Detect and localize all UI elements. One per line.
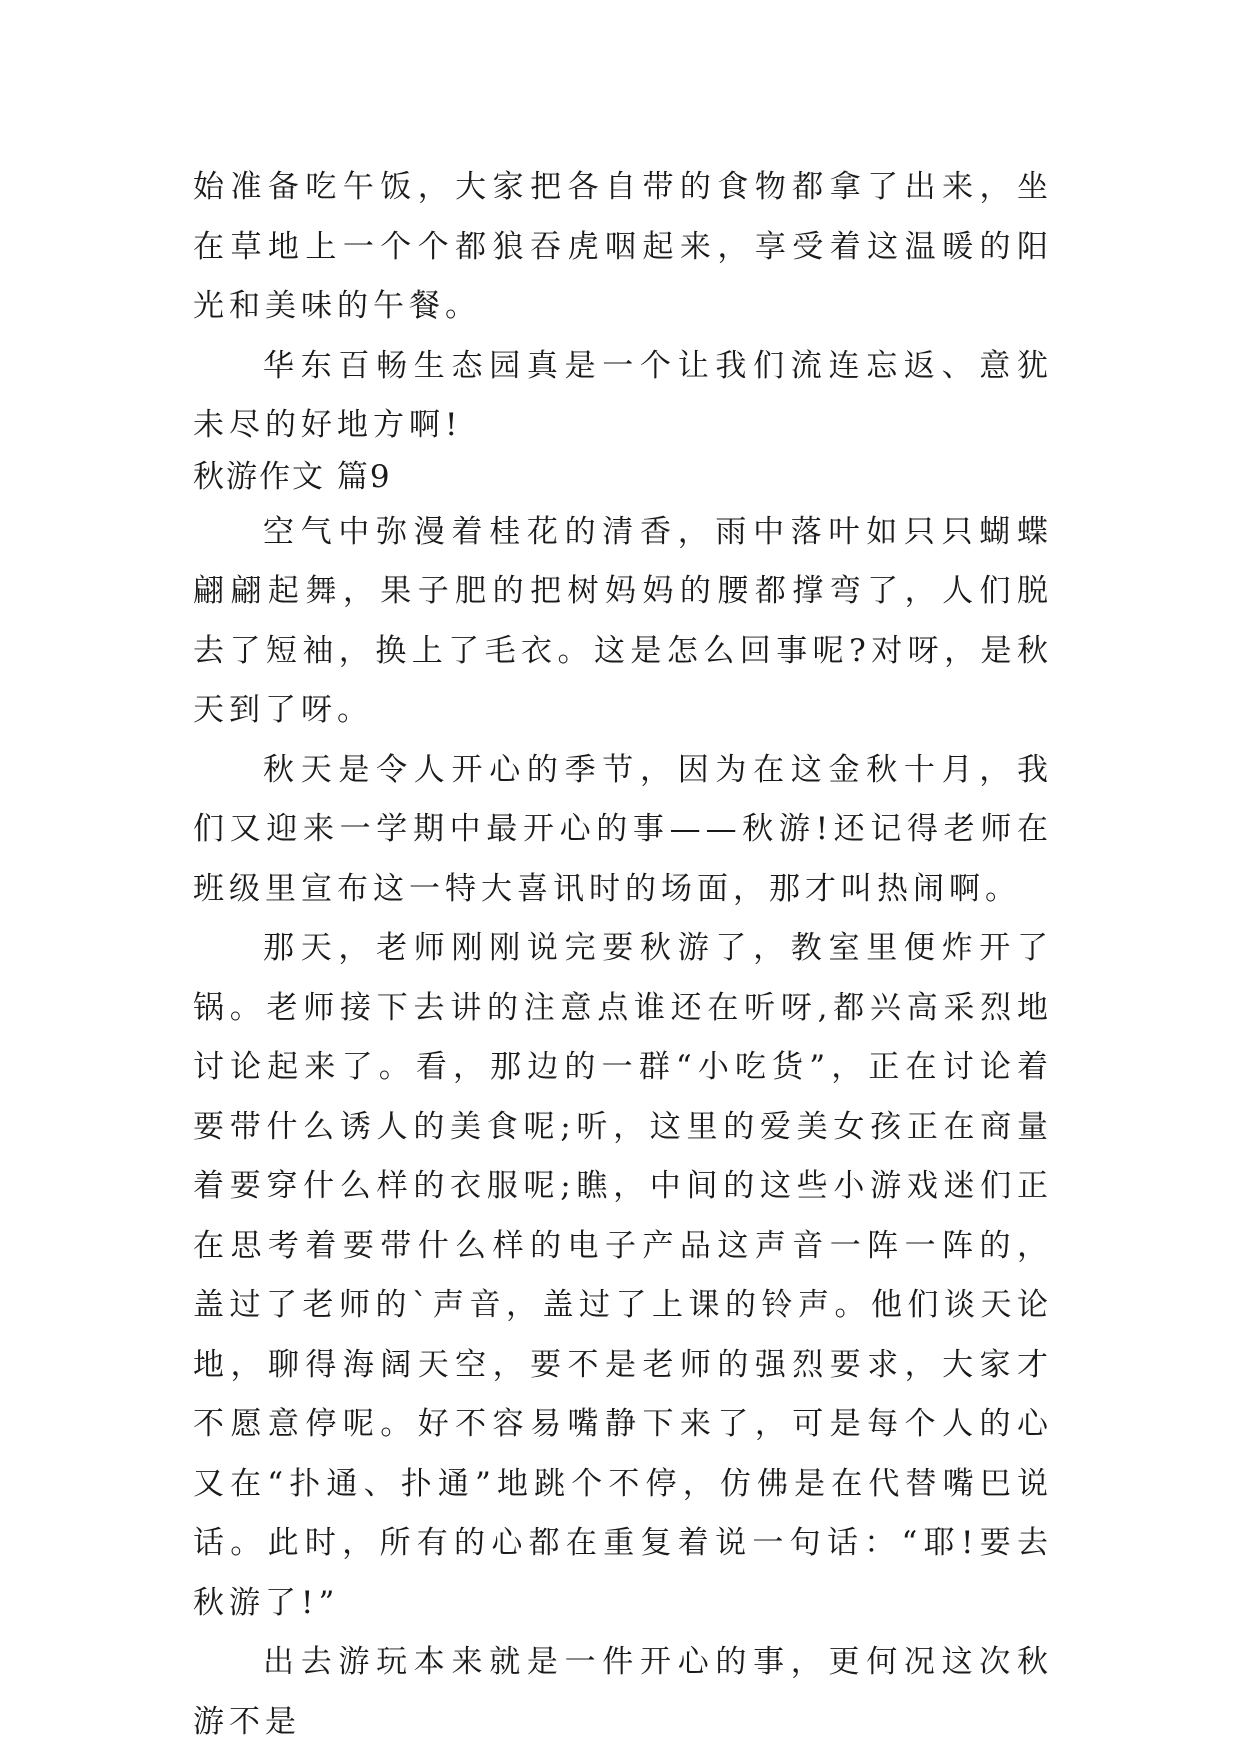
paragraph: 那天，老师刚刚说完要秋游了，教室里便炸开了锅。老师接下去讲的注意点谁还在听呀,都兴高采烈地讨论起来了。看，那边的一群“小吃货”，正在讨论着要带什么诱人的美食呢;听，这里的爱美女孩正在商量着要穿什么样的衣服呢;瞧，中间的这些小游戏迷们正在思考着要带什么样的电子产品这声音一阵一阵的，盖过了老师的`声音，盖过了上课的铃声。他们谈天论地，聊得海阔天空，要不是老师的强烈要求，大家才不愿意停呢。好不容易嘴静下来了，可是每个人的心又在“扑通、扑通”地跳个不停，仿佛是在代替嘴巴说话。此时，所有的心都在重复着说一句话：“耶!要去秋游了!” [193, 930, 1053, 1621]
document-body [193, 158, 1053, 1752]
section-heading: 秋游作文 篇9 [193, 458, 392, 495]
paragraph: 华东百畅生态园真是一个让我们流连忘返、意犹未尽的好地方啊! [193, 347, 1053, 443]
paragraph: 秋天是令人开心的季节，因为在这金秋十月，我们又迎来一学期中最开心的事——秋游!还记得老师在班级里宣布这一特大喜讯时的场面，那才叫热闹啊。 [193, 751, 1053, 907]
paragraph: 始准备吃午饭，大家把各自带的食物都拿了出来，坐在草地上一个个都狼吞虎咽起来，享受着这温暖的阳光和美味的午餐。 [193, 169, 1053, 324]
paragraph: 空气中弥漫着桂花的清香，雨中落叶如只只蝴蝶翩翩起舞，果子肥的把树妈妈的腰都撑弯了，人们脱去了短袖，换上了毛衣。这是怎么回事呢?对呀，是秋天到了呀。 [193, 513, 1053, 728]
paragraph: 出去游玩本来就是一件开心的事，更何况这次秋游不是 [193, 1644, 1053, 1740]
